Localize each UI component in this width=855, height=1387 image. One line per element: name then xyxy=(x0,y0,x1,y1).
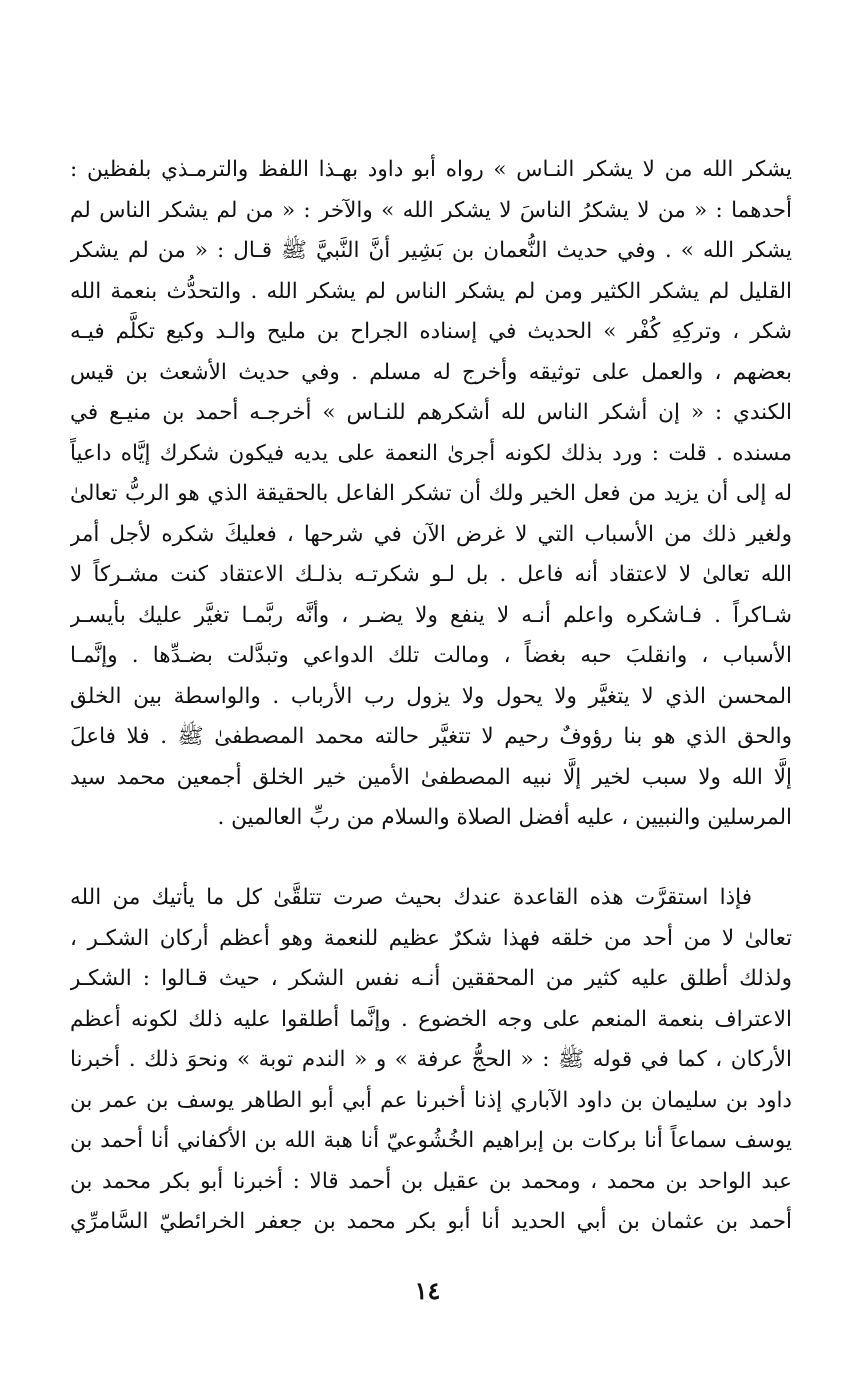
text-line: المرسلين والنبيين ، عليه أفضل الصلاة والسلام من ربِّ العالمين . xyxy=(217,805,792,830)
text-line: فإذا استقرَّت هذه القاعدة عندك بحيث صرت تتلقَّىٰ كل ما يأتيك من الله xyxy=(70,885,752,910)
text-line: والحق الذي هو بنا رؤوفٌ رحيم لا تتغيَّر حالته محمد المصطفىٰ ﷺ . فلا فاعلَ xyxy=(70,724,792,749)
text-line: له إلى أن يزيد من فعل الخير ولك أن تشكر الفاعل بالحقيقة الذي هو الربُّ تعالىٰ xyxy=(70,481,792,506)
text-line: ولغير ذلك من الأسباب التي لا غرض الآن في شرحها ، فعليكَ شكره لأجل أمر xyxy=(70,521,792,547)
text-line: بعضهم ، والعمل على توثيقه وأخرج له مسلم . وفي حديث الأشعث بن قيس xyxy=(70,359,792,385)
text-line: شكر ، وتركِهِ كُفْر » الحديث في إسناده الجراح بن مليح والـد وكيع تكلَّم فيـه xyxy=(70,319,792,344)
text-line: إلَّا الله ولا سبب لخير إلَّا نبيه المصطفىٰ الأمين خير الخلق أجمعين محمد سيد xyxy=(70,764,792,790)
text-line: يشكر الله » . وفي حديث النُّعمان بن بَشِير أنَّ النَّبيَّ ﷺ قـال : « من لم يشكر xyxy=(70,238,792,263)
text-line: يشكر الله من لا يشكر النـاس » رواه أبو داود بهـذا اللفظ والترمـذي بلفظين : xyxy=(70,157,792,182)
text-line: الأركان ، كما في قوله ﷺ : « الحجُّ عرفة » و « الندم توبة » ونحوَ ذلك . أخبرنا xyxy=(70,1047,792,1072)
text-line: الاعتراف بنعمة المنعم على وجه الخضوع . وإنَّما أطلقوا عليه ذلك لكونه أعظم xyxy=(70,1006,792,1032)
text-line: أحدهما : « من لا يشكرُ الناسَ لا يشكر الله » والآخر : « من لم يشكر الناس لم xyxy=(70,197,792,223)
text-line: القليل لم يشكر الكثير ومن لم يشكر الناس لم يشكر الله . والتحدُّث بنعمة الله xyxy=(70,278,792,304)
text-line: مسنده . قلت : ورد بذلك لكونه أجرىٰ النعمة على يديه فيكون شكرك إيَّاه داعياً xyxy=(70,440,792,466)
text-line: المحسن الذي لا يتغيَّر ولا يحول ولا يزول رب الأرباب . والواسطة بين الخلق xyxy=(70,683,792,709)
paragraph-1 xyxy=(70,150,792,839)
text-line: الأسباب ، وانقلبَ حبه بغضاً ، ومالت تلك الدواعي وتبدَّلت بضـدِّها . وإنَّمـا xyxy=(70,643,792,668)
text-line: عبد الواحد بن محمد ، ومحمد بن عقيل بن أحمد قالا : أخبرنا أبو بكر محمد بن xyxy=(70,1168,792,1194)
text-line: الكندي : « إن أشكر الناس لله أشكرهم للنـاس » أخرجـه أحمد بن منيـع في xyxy=(70,400,792,425)
page-number: ١٤ xyxy=(414,1276,441,1305)
paragraph-2 xyxy=(70,878,792,1243)
text-line: تعالىٰ لا من أحد من خلقه فهذا شكرٌ عظيم للنعمة وهو أعظم أركان الشكـر ، xyxy=(70,925,792,951)
text-line: شـاكراً . فـاشكره واعلم أنـه لا ينفع ولا يضـر ، وأنَّه ربَّمـا تغيَّر عليك بأيسـر xyxy=(70,602,792,628)
text-line: أحمد بن عثمان بن أبي الحديد أنا أبو بكر محمد بن جعفر الخرائطيّ السَّامرِّي xyxy=(70,1209,792,1234)
text-line: ولذلك أطلق عليه كثير من المحققين أنـه نفس الشكر ، حيث قـالوا : الشكـر xyxy=(70,966,792,991)
text-line: الله تعالىٰ لا لاعتقاد أنه فاعل . بل لـو شكرتـه بذلـك الاعتقاد كنت مشـركاً لا xyxy=(70,562,792,587)
text-line: داود بن سليمان بن داود الآباري إذنا أخبرنا عم أبي أبو الطاهر يوسف بن عمر بن xyxy=(70,1087,792,1113)
text-line: يوسف سماعاً أنا بركات بن إبراهيم الخُشُوعيّ أنا هبة الله بن الأكفاني أنا أحمد بن xyxy=(70,1128,792,1153)
